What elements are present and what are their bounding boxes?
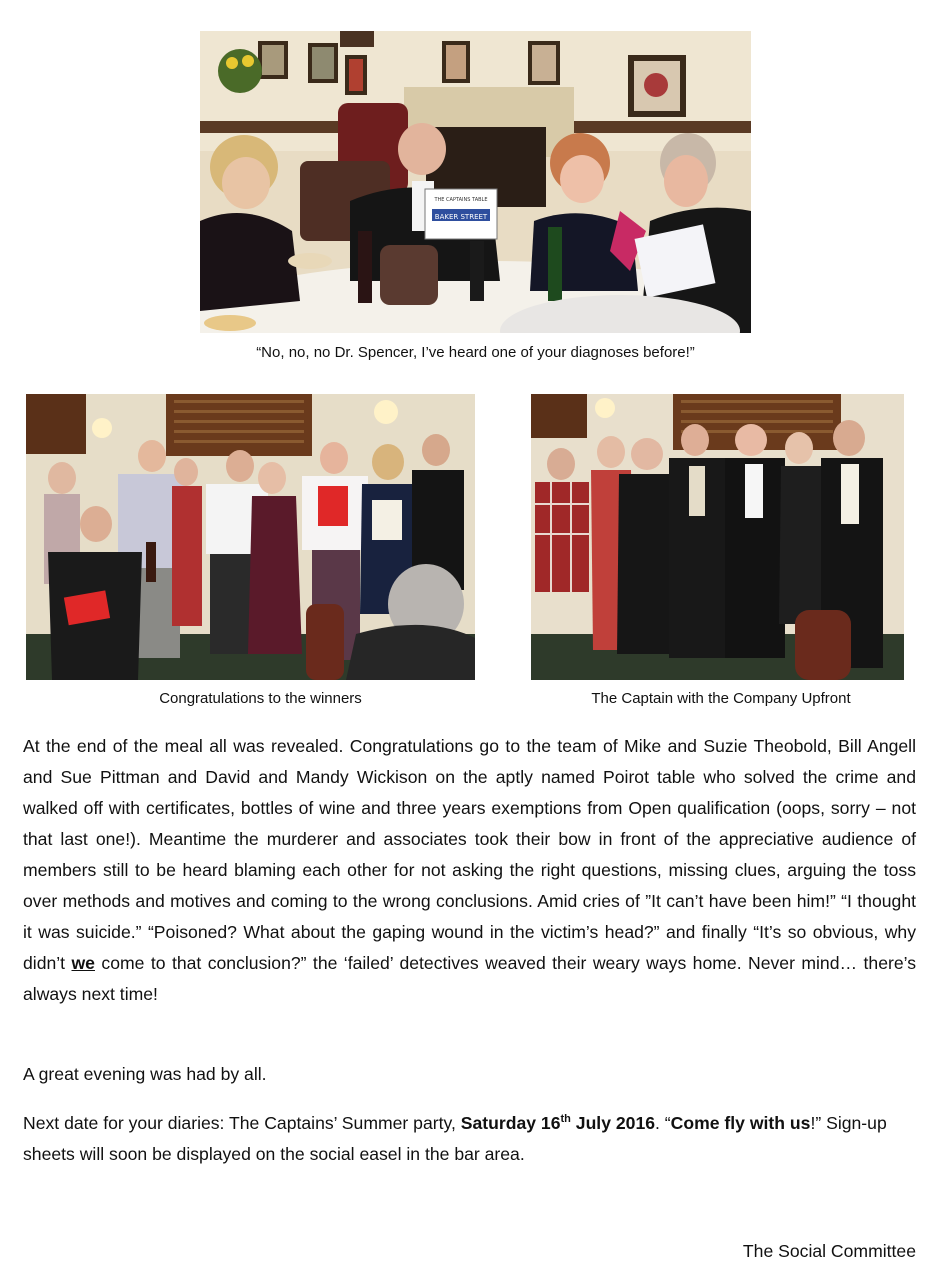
event-date-month-year: July 2016 <box>570 1113 656 1133</box>
next-date-intro: Next date for your diaries: The Captains’ Summer party, <box>23 1113 461 1133</box>
evening-paragraph: A great evening was had by all. <box>23 1064 267 1084</box>
winners-photo <box>26 394 475 680</box>
event-date-suffix: th <box>560 1113 571 1126</box>
left-photo-caption: Congratulations to the winners <box>159 690 362 707</box>
main-paragraph-text-b: come to that conclusion?” the ‘failed’ detectives weaved their weary ways home. Never mind… there’s always next time! <box>23 953 917 1004</box>
event-slogan: Come fly with us <box>670 1113 811 1133</box>
main-paragraph-text-a: At the end of the meal all was revealed. Congratulations go to the team of Mike and Suzie Theobold, Bill Angell and Sue Pittman and David and Mandy Wickison on the aptly named Poirot table who solved the crime and walked off with certificates, bottles of wine and three years exemptions from Open qualification (oops, sorry – not that last one!). Meantime the murderer and associates took their bow in front of the appreciative audience of members still to be heard blaming each other for not asking the right questions, missing clues, arguing the toss over methods and motives and coming to the wrong conclusions. Amid cries of ”It can’t have been him!” “I thought it was suicide.” “Poisoned? What about the gaping wound in the victim’s head?” and finally “It’s so obvious, why didn’t <box>23 736 916 973</box>
event-date <box>461 1113 655 1133</box>
event-date-day: Saturday 16 <box>460 1113 561 1133</box>
right-photo-caption: The Captain with the Company Upfront <box>591 690 851 707</box>
emphasis-we: we <box>71 953 95 973</box>
signature: The Social Committee <box>742 1241 916 1261</box>
next-date-paragraph <box>23 1108 916 1170</box>
top-photo-caption: “No, no, no Dr. Spencer, I’ve heard one of your diagnoses before!” <box>256 344 695 361</box>
dinner-table-photo <box>200 31 751 333</box>
table-card-text: BAKER STREET <box>434 213 488 221</box>
quote-open: . “ <box>655 1113 671 1133</box>
next-date-outro: !” Sign-up sheets will soon be displayed on the social easel in the bar area. <box>23 1113 887 1164</box>
captain-company-photo <box>531 394 904 680</box>
card-header-text: THE CAPTAINS TABLE <box>434 197 488 203</box>
main-paragraph <box>23 731 916 1010</box>
